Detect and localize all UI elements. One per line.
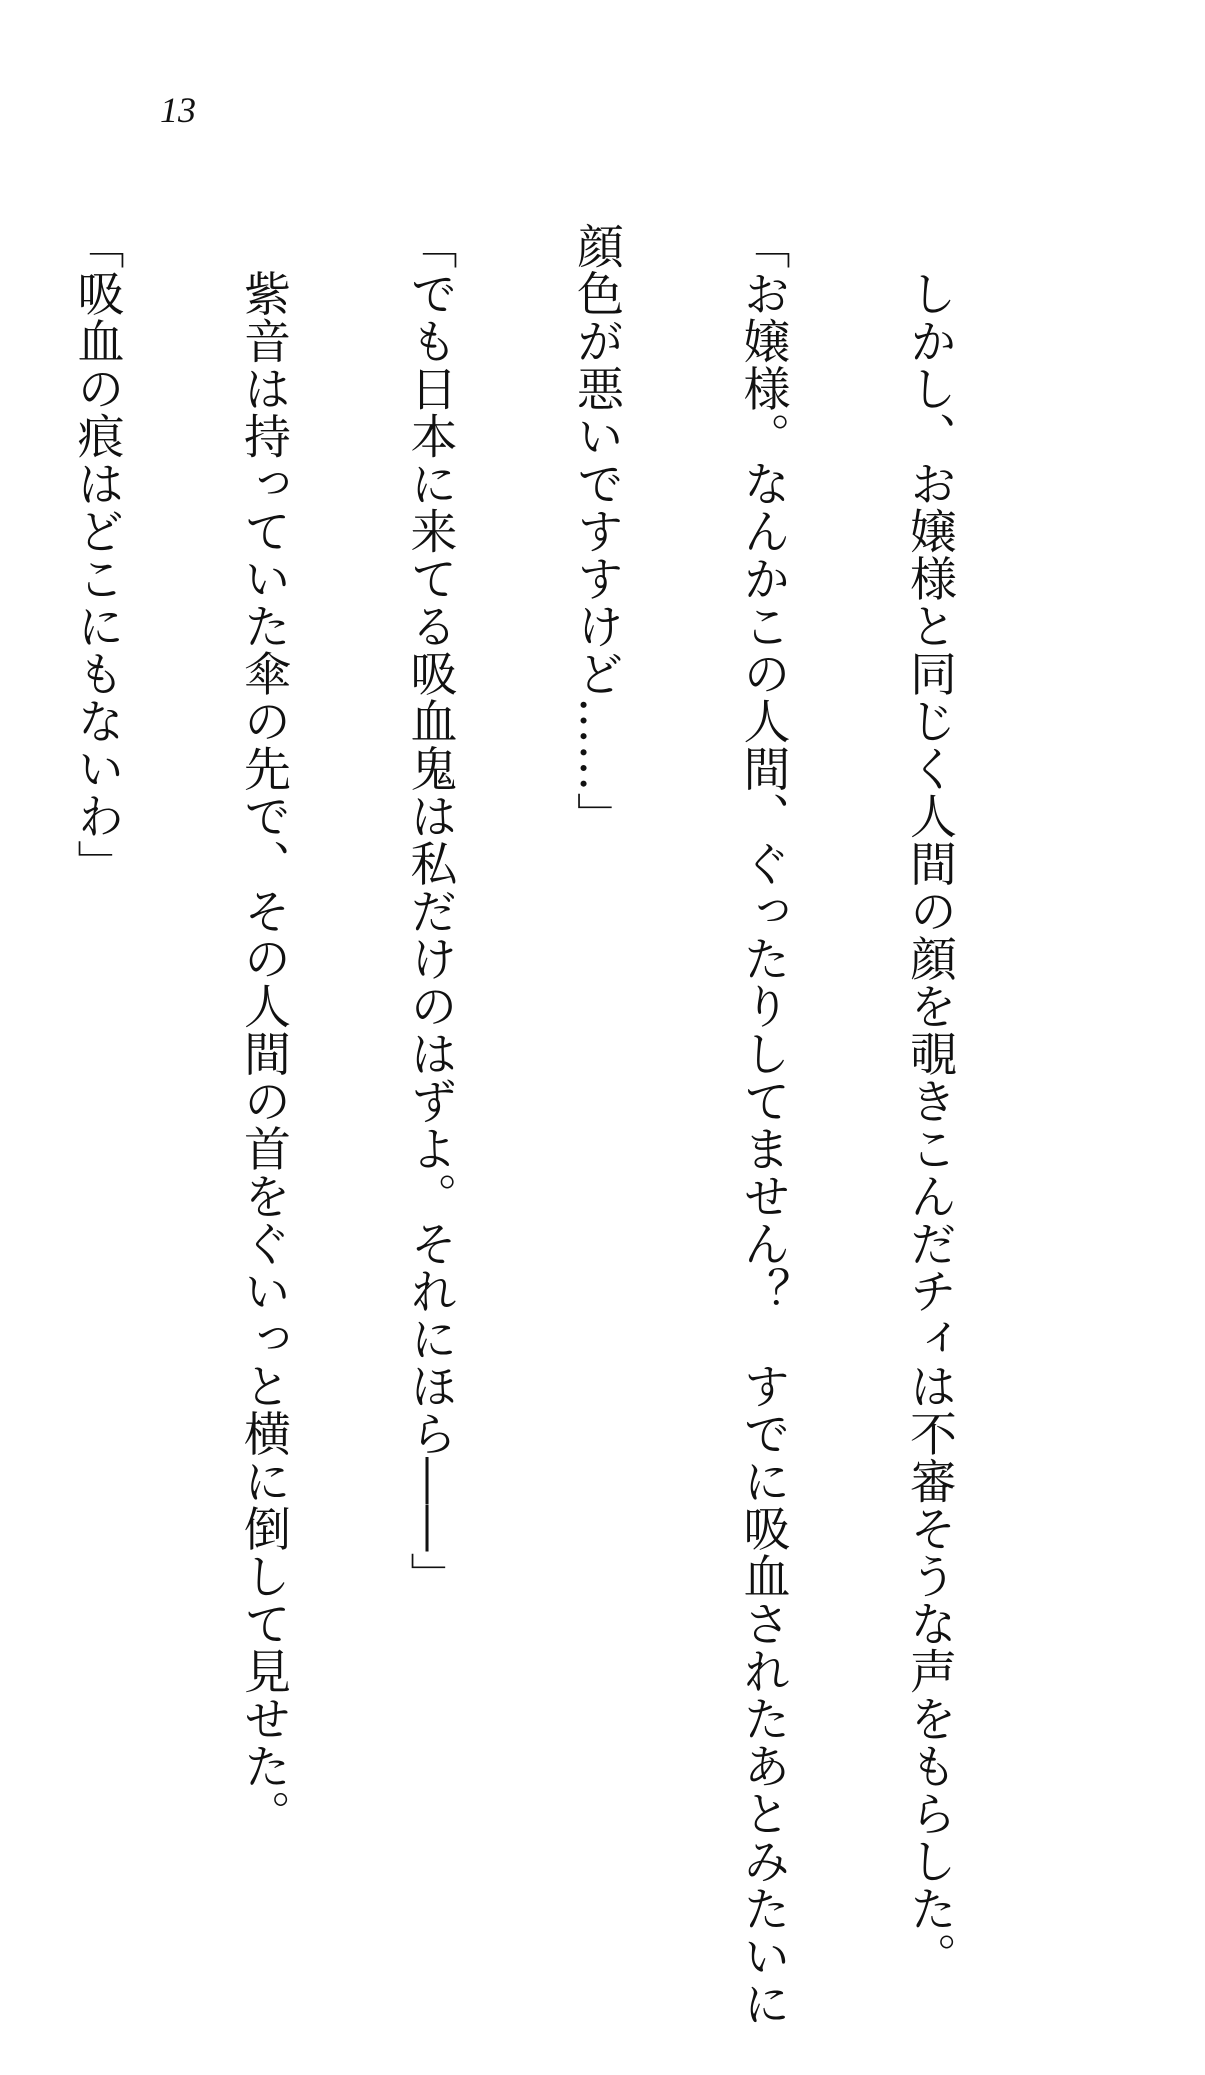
text-line: 「吸血の痕はどこにもないわ」	[69, 222, 125, 887]
text-line: 「でも日本に来てる吸血鬼は私だけのはずよ。それにほら――」	[402, 222, 458, 1600]
page-number: 13	[160, 90, 196, 130]
novel-text-body	[69, 222, 1068, 2027]
text-line: 顔色が悪いですすけど……」	[569, 222, 624, 840]
text-line: 「お嬢様。なんかこの人間、ぐったりしてません？ すでに吸血されたあとみたいに	[735, 222, 791, 2027]
text-line: 紫音は持っていた傘の先で、その人間の首をぐいっと横に倒して見せた。	[236, 222, 291, 1837]
text-line: しかし、お嬢様と同じく人間の顔を覗きこんだチィは不審そうな声をもらした。	[902, 222, 957, 1980]
